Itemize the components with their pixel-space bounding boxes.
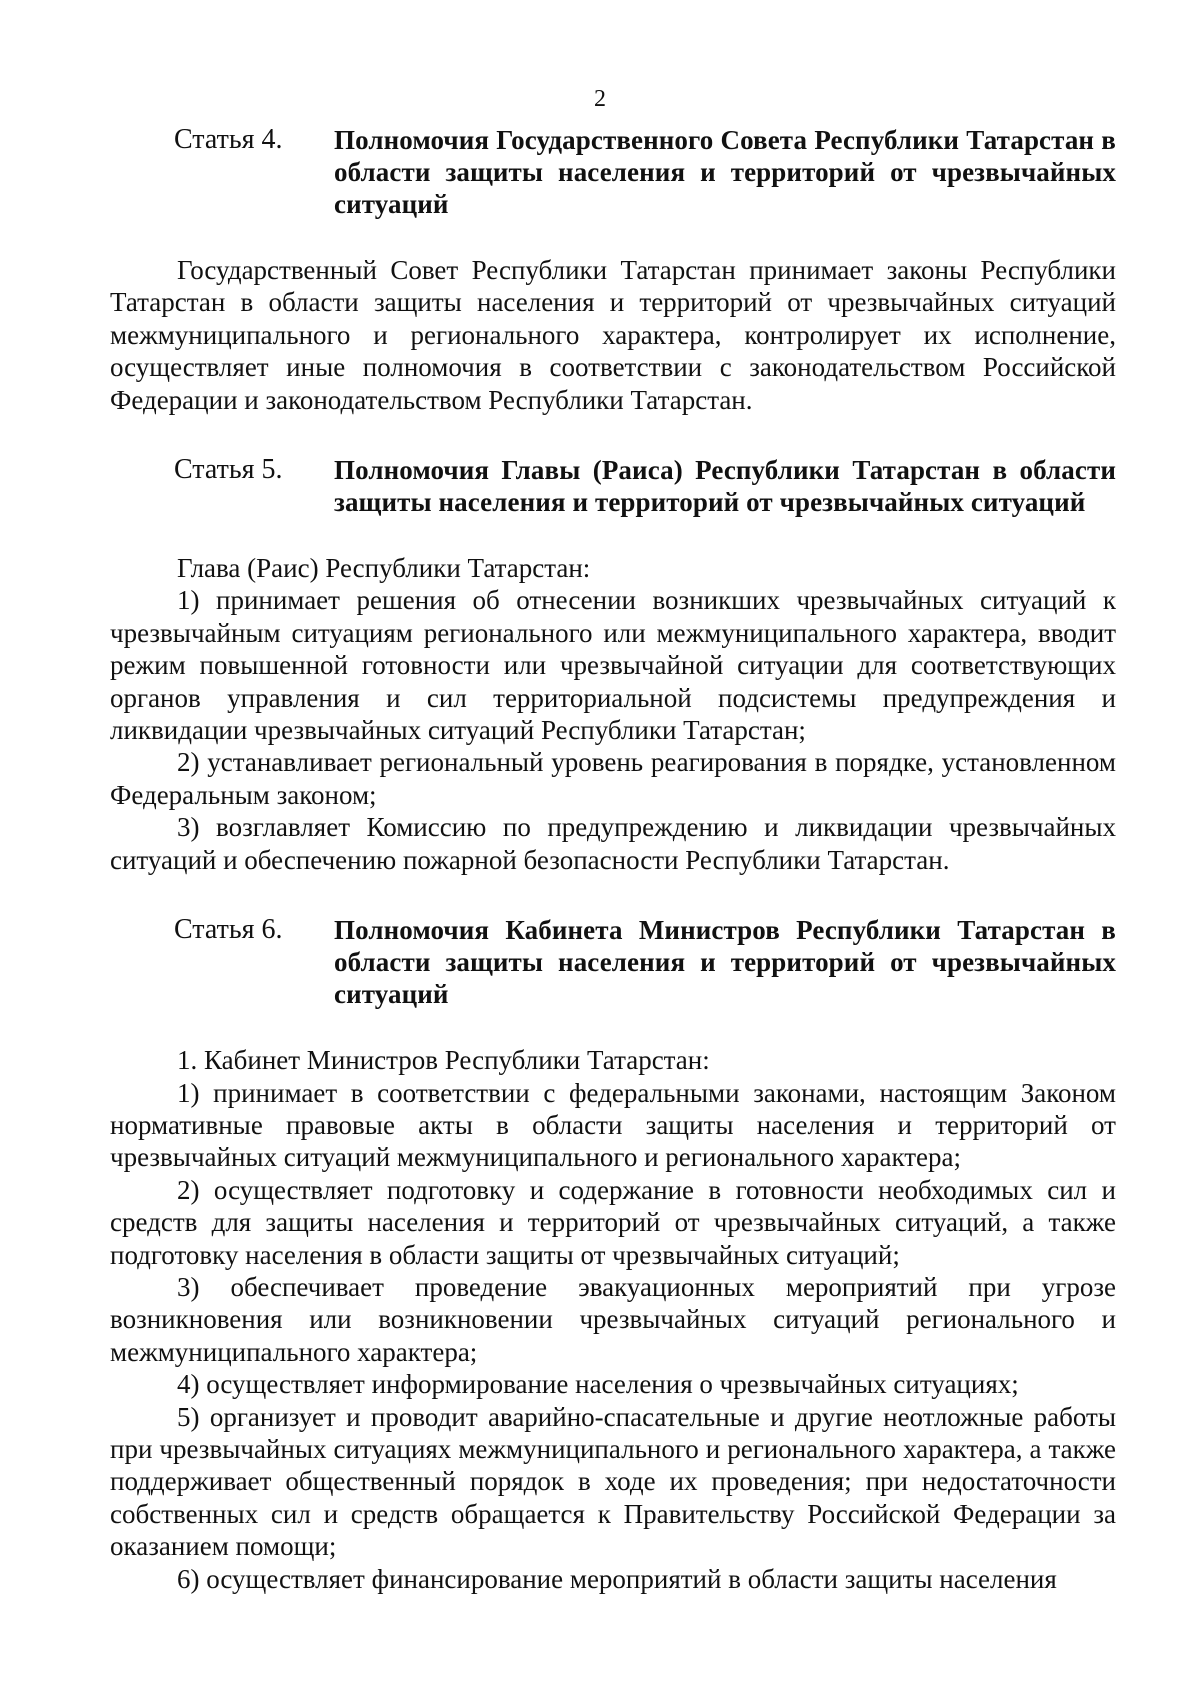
article-number: Статья 6. xyxy=(174,914,283,946)
article-title: Полномочия Государственного Совета Республики Татарстан в области защиты населения и территорий от чрезвычайных ситуаций xyxy=(334,125,1116,219)
article-body xyxy=(110,254,1116,416)
article-heading xyxy=(110,124,1116,220)
article-number: Статья 5. xyxy=(174,454,283,486)
article-title: Полномочия Главы (Раиса) Республики Татарстан в области защиты населения и территорий от чрезвычайных ситуаций xyxy=(334,455,1116,518)
document-content xyxy=(110,124,1116,1633)
article-heading xyxy=(110,454,1116,518)
article-body xyxy=(110,1044,1116,1595)
list-item: 5) организует и проводит аварийно-спасательные и другие неотложные работы при чрезвычайных ситуациях межмуниципального и регионального характера, а также поддерживает общественный порядок в ходе их проведения; при недостаточности собственных сил и средств обращается к Правительству Российской Федерации за оказанием помощи; xyxy=(110,1401,1116,1562)
article-body xyxy=(110,552,1116,876)
article-number: Статья 4. xyxy=(174,124,283,155)
article-title: Полномочия Кабинета Министров Республики Татарстан в области защиты населения и территорий от чрезвычайных ситуаций xyxy=(334,915,1116,1010)
list-item: 3) обеспечивает проведение эвакуационных мероприятий при угрозе возникновения или возникновении чрезвычайных ситуаций регионального и межмуниципального характера; xyxy=(110,1271,1116,1367)
article-heading xyxy=(110,914,1116,1010)
list-item: 2) осуществляет подготовку и содержание в готовности необходимых сил и средств для защиты населения и территорий от чрезвычайных ситуаций, а также подготовку населения в области защиты от чрезвычайных ситуаций; xyxy=(110,1174,1116,1270)
article-6 xyxy=(110,914,1116,1595)
article-4 xyxy=(110,124,1116,416)
list-item: 4) осуществляет информирование населения о чрезвычайных ситуациях; xyxy=(177,1369,1019,1400)
list-item: 6) осуществляет финансирование мероприятий в области защиты населения xyxy=(177,1563,1057,1594)
paragraph: 1. Кабинет Министров Республики Татарстан: xyxy=(177,1045,710,1076)
paragraph: Глава (Раис) Республики Татарстан: xyxy=(177,553,591,584)
page-number: 2 xyxy=(594,86,606,112)
list-item: 1) принимает решения об отнесении возникших чрезвычайных ситуаций к чрезвычайным ситуациям регионального или межмуниципального характера, вводит режим повышенной готовности или чрезвычайной ситуации для соответствующих органов управления и сил территориальной подсистемы предупреждения и ликвидации чрезвычайных ситуаций Республики Татарстан; xyxy=(110,585,1116,746)
list-item: 2) устанавливает региональный уровень реагирования в порядке, установленном Федеральным законом; xyxy=(110,747,1116,810)
paragraph: Государственный Совет Республики Татарстан принимает законы Республики Татарстан в области защиты населения и территорий от чрезвычайных ситуаций межмуниципального и регионального характера, контролирует их исполнение, осуществляет иные полномочия в соответствии с законодательством Российской Федерации и законодательством Республики Татарстан. xyxy=(110,255,1116,415)
list-item: 3) возглавляет Комиссию по предупреждению и ликвидации чрезвычайных ситуаций и обеспечению пожарной безопасности Республики Татарстан. xyxy=(110,812,1116,875)
article-5 xyxy=(110,454,1116,876)
list-item: 1) принимает в соответствии с федеральными законами, настоящим Законом нормативные правовые акты в области защиты населения и территорий от чрезвычайных ситуаций межмуниципального и регионального характера; xyxy=(110,1077,1116,1173)
